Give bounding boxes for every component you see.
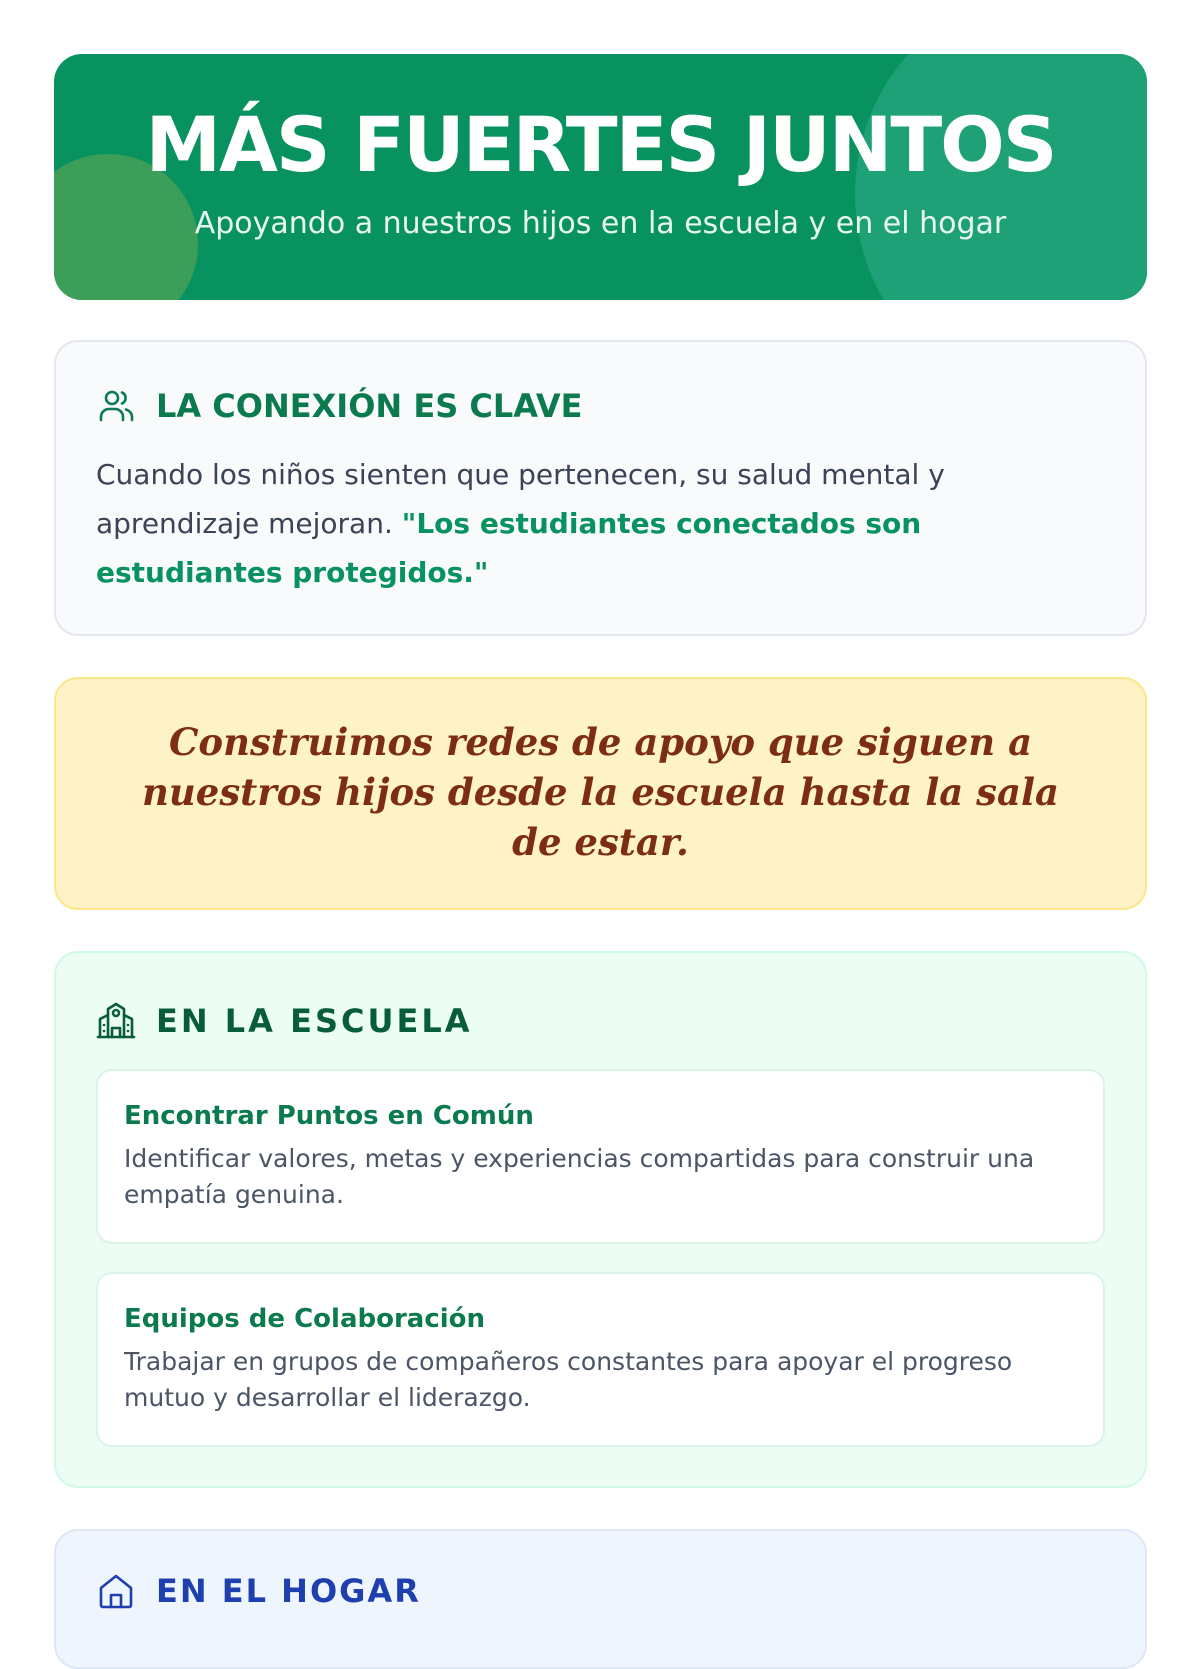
connection-header xyxy=(96,386,582,426)
hero-title: MÁS FUERTES JUNTOS xyxy=(145,100,1056,189)
callout-text: Construimos redes de apoyo que siguen a nuestros hijos desde la escuela hasta la sala de estar. xyxy=(142,720,1059,864)
connection-title: LA CONEXIÓN ES CLAVE xyxy=(156,387,583,425)
house-icon xyxy=(96,1571,136,1611)
connection-card xyxy=(54,340,1147,636)
home-header xyxy=(96,1571,421,1611)
school-card xyxy=(54,951,1147,1488)
school-icon xyxy=(96,1001,136,1041)
school-item-description: Identificar valores, metas y experiencias compartidas para construir una empatía genuina. xyxy=(124,1144,1035,1209)
school-item xyxy=(96,1069,1105,1244)
users-icon xyxy=(96,386,136,426)
school-item-description: Trabajar en grupos de compañeros constantes para apoyar el progreso mutuo y desarrollar el liderazgo. xyxy=(124,1347,1013,1412)
school-item xyxy=(96,1272,1105,1447)
home-title: EN EL HOGAR xyxy=(156,1572,421,1610)
callout-card xyxy=(54,677,1147,910)
hero-subtitle: Apoyando a nuestros hijos en la escuela y en el hogar xyxy=(194,206,1007,241)
school-item-title: Equipos de Colaboración xyxy=(124,1304,486,1334)
connection-body xyxy=(96,450,1096,597)
connection-body-text: Cuando los niños sienten que pertenecen, su salud mental y aprendizaje mejoran. xyxy=(96,458,945,540)
hero-banner xyxy=(54,54,1147,300)
home-card xyxy=(54,1529,1147,1669)
connection-highlight-quote: "Los estudiantes conectados son estudiantes protegidos." xyxy=(96,507,922,589)
school-title: EN LA ESCUELA xyxy=(156,1002,473,1040)
school-item-title: Encontrar Puntos en Común xyxy=(124,1101,534,1131)
school-header xyxy=(96,1001,472,1041)
